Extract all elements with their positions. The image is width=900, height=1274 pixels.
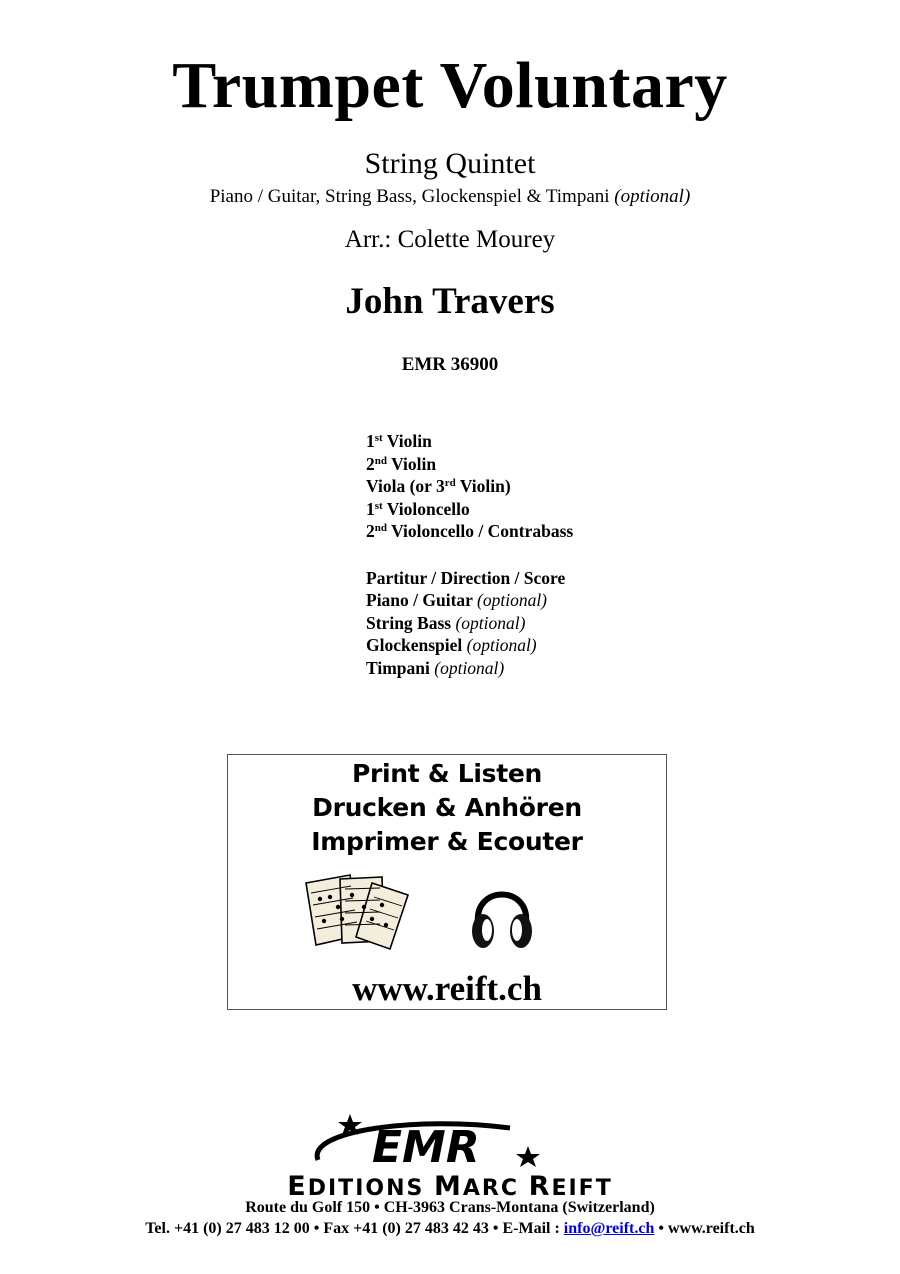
page-title: Trumpet Voluntary — [172, 49, 728, 122]
catalog-number: EMR 36900 — [401, 354, 499, 375]
website-url[interactable]: www.reift.ch — [352, 969, 542, 1008]
arranger: Arr.: Colette Mourey — [344, 226, 556, 253]
parts-list — [366, 430, 573, 679]
part-item: Piano / Guitar (optional) — [366, 590, 548, 610]
print-listen-box — [227, 754, 667, 1010]
promo-line-fr: Imprimer & Ecouter — [311, 827, 583, 856]
promo-line-en: Print & Listen — [351, 759, 543, 788]
part-item: 1st Violoncello — [366, 498, 470, 519]
instrumentation-text: Piano / Guitar, String Bass, Glockenspiel & Timpani — [209, 186, 610, 207]
subtitle: String Quintet — [364, 147, 536, 180]
promo-line-de: Drucken & Anhören — [312, 793, 582, 822]
composer: John Travers — [345, 281, 555, 322]
publisher-contact: Tel. +41 (0) 27 483 12 00 • Fax +41 (0) 27 483 42 43 • E-Mail : info@reift.ch • www.reift.ch — [145, 1220, 755, 1237]
instrumentation — [0, 186, 900, 208]
part-item: Partitur / Direction / Score — [366, 567, 566, 588]
part-item: String Bass (optional) — [366, 612, 526, 633]
instrumentation-note: (optional) — [614, 186, 691, 207]
part-item: Timpani (optional) — [366, 657, 505, 678]
part-item: 2nd Violin — [366, 453, 437, 474]
part-item: 2nd Violoncello / Contrabass — [366, 521, 574, 541]
part-item: Glockenspiel (optional) — [366, 635, 537, 655]
part-item: 1st Violin — [366, 431, 432, 451]
emr-logo — [310, 1112, 550, 1172]
headphones-icon — [468, 875, 536, 953]
publisher-address: Route du Golf 150 • CH-3963 Crans-Montana (Switzerland) — [245, 1199, 655, 1216]
email-link[interactable]: info@reift.ch — [563, 1220, 655, 1237]
sheet-music-icon — [302, 873, 412, 951]
publisher-name: EDITIONS MARC REIFT — [287, 1171, 613, 1202]
emr-logo-text: EMR — [372, 1122, 480, 1172]
part-item: Viola (or 3rd Violin) — [366, 476, 511, 496]
